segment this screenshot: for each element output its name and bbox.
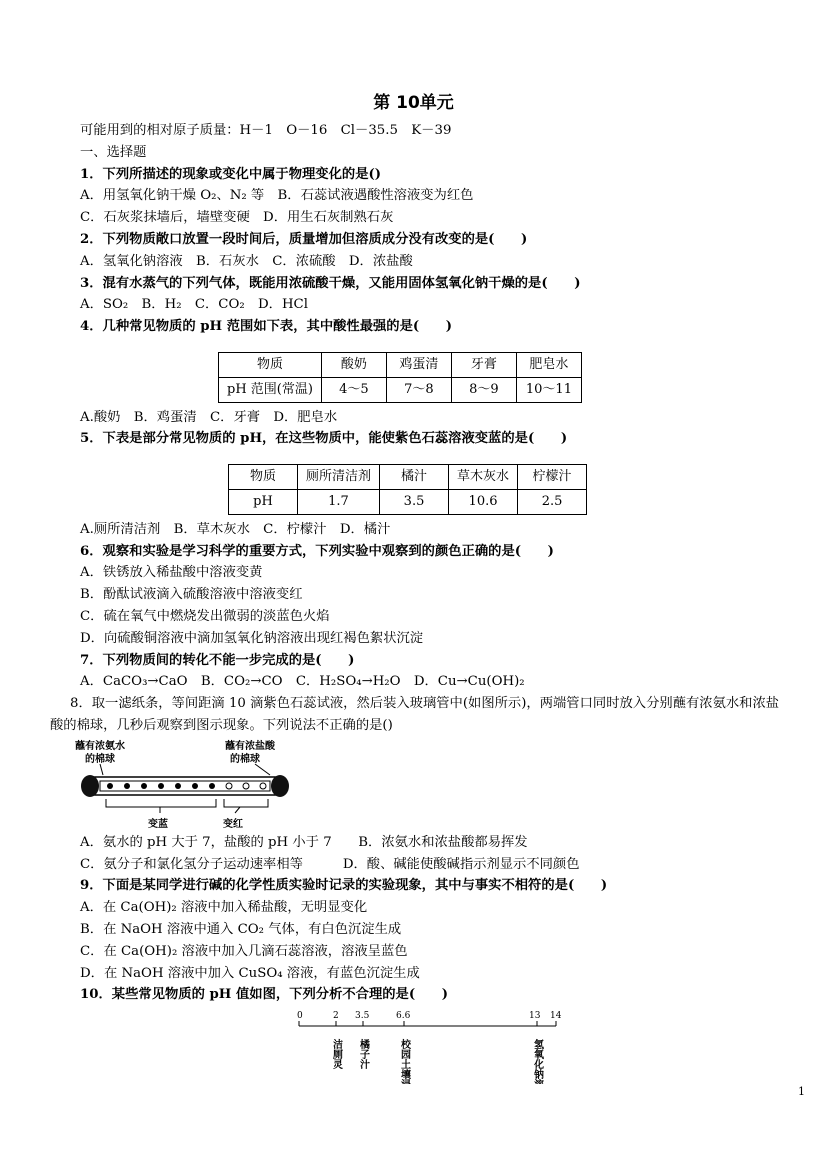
svg-text:的棉球: 的棉球 bbox=[230, 753, 260, 765]
cotton-ball-right bbox=[271, 775, 289, 797]
table-cell: 8～9 bbox=[451, 377, 516, 402]
tick-label: 3.5 bbox=[355, 1011, 370, 1022]
question-7-options: A．CaCO₃→CaO B．CO₂→CO C．H₂SO₄→H₂O D．Cu→Cu(OH)₂ bbox=[80, 674, 525, 690]
tick-label: 13 bbox=[529, 1011, 541, 1022]
table-cell: 厕所清洁剂 bbox=[298, 465, 380, 490]
ph-value-table bbox=[228, 464, 587, 515]
svg-text:的棉球: 的棉球 bbox=[85, 753, 115, 765]
table-cell: 物质 bbox=[229, 465, 298, 490]
tick-label: 2 bbox=[333, 1011, 339, 1022]
page-title: 第 10单元 bbox=[373, 93, 454, 113]
label-ammonia-cotton: 蘸有浓氨水 bbox=[75, 740, 125, 752]
table-cell: 草木灰水 bbox=[449, 465, 518, 490]
question-2-stem: 2．下列物质敞口放置一段时间后，质量增加但溶质成分没有改变的是( ) bbox=[80, 231, 528, 247]
table-cell: 橘汁 bbox=[380, 465, 449, 490]
question-6-option-d: D．向硫酸铜溶液中滴加氢氧化钠溶液出现红褐色絮状沉淀 bbox=[80, 630, 424, 646]
table-row bbox=[219, 352, 582, 377]
label-soil-extract: 校园土壤浸出液 bbox=[398, 1039, 410, 1085]
ph-scale-figure bbox=[294, 1006, 760, 1084]
label-orange-juice: 橘子汁 bbox=[357, 1039, 369, 1070]
tick-label: 14 bbox=[550, 1011, 562, 1022]
table-cell: pH bbox=[229, 489, 298, 514]
tick-label: 6.6 bbox=[396, 1011, 411, 1022]
ph-scale-diagram bbox=[294, 1006, 564, 1084]
table-row bbox=[219, 377, 582, 402]
table-cell: 2.5 bbox=[518, 489, 587, 514]
question-2-options: A．氢氧化钠溶液 B．石灰水 C．浓硫酸 D．浓盐酸 bbox=[80, 253, 413, 269]
table-cell: 鸡蛋清 bbox=[386, 352, 451, 377]
question-9-option-a: A．在 Ca(OH)₂ 溶液中加入稀盐酸，无明显变化 bbox=[80, 900, 368, 916]
question-6-option-a: A．铁锈放入稀盐酸中溶液变黄 bbox=[80, 565, 263, 581]
table-cell: 酸奶 bbox=[321, 352, 386, 377]
table-cell: 柠檬汁 bbox=[518, 465, 587, 490]
label-turns-blue: 变蓝 bbox=[148, 818, 168, 830]
atomic-masses: 可能用到的相对原子质量：H－1 O－16 Cl－35.5 K－39 bbox=[80, 123, 452, 138]
question-9-option-b: B．在 NaOH 溶液中通入 CO₂ 气体，有白色沉淀生成 bbox=[80, 921, 402, 937]
question-8-options-ab: A．氨水的 pH 大于 7，盐酸的 pH 小于 7 B．浓氨水和浓盐酸都易挥发 bbox=[80, 834, 528, 850]
question-6-option-b: B．酚酞试液滴入硫酸溶液中溶液变红 bbox=[80, 587, 303, 603]
label-turns-red: 变红 bbox=[223, 818, 243, 830]
table-cell: 7～8 bbox=[386, 377, 451, 402]
section-heading: 一、选择题 bbox=[80, 144, 147, 160]
ph-ticks bbox=[299, 1021, 556, 1026]
question-9-option-c: C．在 Ca(OH)₂ 溶液中加入几滴石蕊溶液，溶液呈蓝色 bbox=[80, 943, 408, 959]
question-3-stem: 3．混有水蒸气的下列气体，既能用浓硫酸干燥，又能用固体氢氧化钠干燥的是( ) bbox=[80, 275, 581, 291]
table-cell: 1.7 bbox=[298, 489, 380, 514]
table-cell: 肥皂水 bbox=[516, 352, 581, 377]
cotton-ball-left bbox=[81, 775, 99, 797]
glass-tube-diagram bbox=[70, 737, 310, 832]
question-5-options: A.厕所清洁剂 B．草木灰水 C．柠檬汁 D．橘汁 bbox=[80, 521, 391, 537]
question-1-stem: 1．下列所描述的现象或变化中属于物理变化的是() bbox=[80, 166, 382, 182]
question-8-options-cd: C．氨分子和氯化氢分子运动速率相等 D．酸、碱能使酸碱指示剂显示不同颜色 bbox=[80, 856, 580, 872]
glass-tube-figure bbox=[70, 737, 760, 832]
page-number: 1 bbox=[798, 1085, 805, 1098]
question-9-stem: 9．下面是某同学进行碱的化学性质实验时记录的实验现象，其中与事实不相符的是( ) bbox=[80, 878, 608, 894]
table-cell: pH 范围(常温) bbox=[219, 377, 322, 402]
question-5-stem: 5．下表是部分常见物质的 pH，在这些物质中，能使紫色石蕊溶液变蓝的是( ) bbox=[80, 431, 568, 447]
ph-range-table bbox=[218, 352, 582, 403]
table-cell: 牙膏 bbox=[451, 352, 516, 377]
bracket-red bbox=[224, 799, 268, 807]
question-3-options: A．SO₂ B．H₂ C．CO₂ D．HCl bbox=[80, 297, 308, 313]
table-cell: 物质 bbox=[219, 352, 322, 377]
question-7-stem: 7．下列物质间的转化不能一步完成的是( ) bbox=[80, 652, 355, 668]
tick-label: 0 bbox=[297, 1011, 303, 1022]
table-row bbox=[229, 489, 587, 514]
table-cell: 10～11 bbox=[516, 377, 581, 402]
question-4-stem: 4．几种常见物质的 pH 范围如下表，其中酸性最强的是( ) bbox=[80, 319, 453, 335]
question-6-option-c: C．硫在氧气中燃烧发出微弱的淡蓝色火焰 bbox=[80, 608, 330, 624]
table-cell: 4～5 bbox=[321, 377, 386, 402]
label-toilet-cleaner: 洁厕灵 bbox=[330, 1039, 342, 1070]
question-9-option-d: D．在 NaOH 溶液中加入 CuSO₄ 溶液，有蓝色沉淀生成 bbox=[80, 965, 420, 981]
question-10-stem: 10．某些常见物质的 pH 值如图，下列分析不合理的是( ) bbox=[80, 987, 449, 1003]
table-cell: 3.5 bbox=[380, 489, 449, 514]
table-row bbox=[229, 465, 587, 490]
bracket-blue bbox=[106, 799, 216, 807]
question-6-stem: 6．观察和实验是学习科学的重要方式，下列实验中观察到的颜色正确的是( ) bbox=[80, 543, 554, 559]
question-1-options-ab: A．用氢氧化钠干燥 O₂、N₂ 等 B．石蕊试液遇酸性溶液变为红色 bbox=[80, 188, 474, 204]
exam-body bbox=[50, 120, 780, 1085]
question-1-options-cd: C．石灰浆抹墙后，墙壁变硬 D．用生石灰制熟石灰 bbox=[80, 210, 394, 226]
table-cell: 10.6 bbox=[449, 489, 518, 514]
question-8-stem: 8．取一滤纸条，等间距滴 10 滴紫色石蕊试液，然后装入玻璃管中(如图所示)，两端管口同时放入分别蘸有浓氨水和浓盐酸的棉球，几秒后观察到图示现象。下列说法不正确的是() bbox=[50, 696, 780, 733]
label-hcl-cotton: 蘸有浓盐酸 bbox=[225, 740, 275, 752]
question-4-options: A.酸奶 B．鸡蛋清 C．牙膏 D．肥皂水 bbox=[80, 409, 338, 425]
label-naoh-solution: 氢氧化钠溶液 bbox=[531, 1039, 543, 1085]
